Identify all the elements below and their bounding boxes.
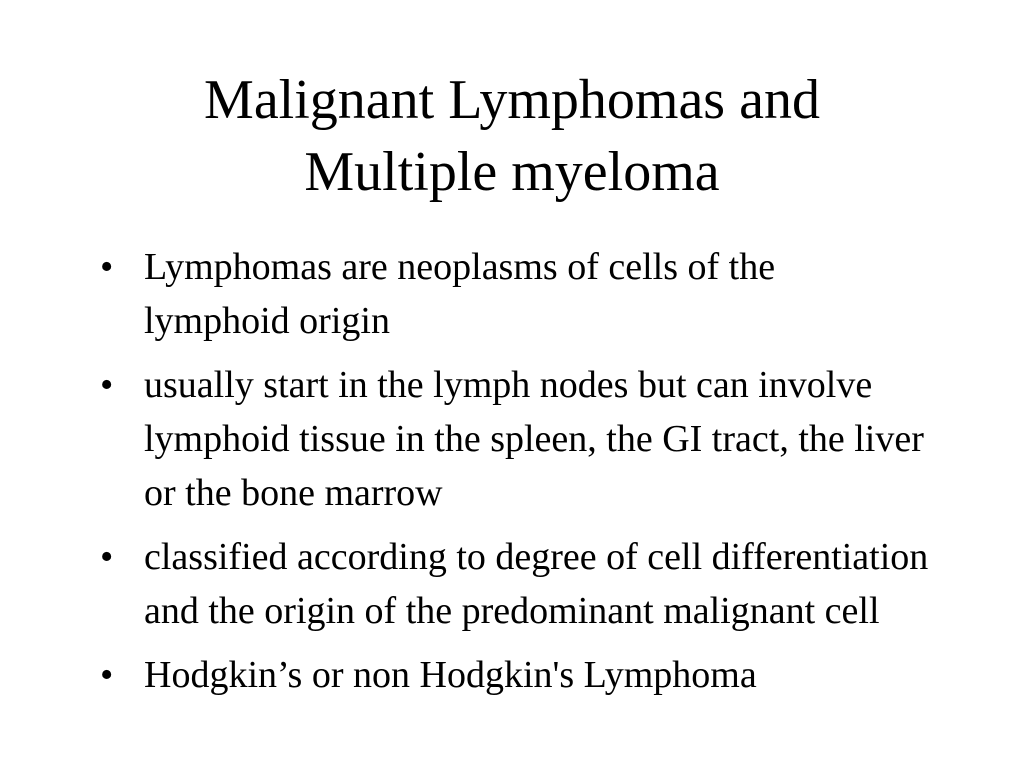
bullet-icon: • [100,536,114,578]
bullet-item [100,530,930,638]
bullet-text: classified according to degree of cell differentiation and the origin of the predominant malignant cell [144,536,929,632]
bullet-item [100,240,930,348]
bullet-icon: • [100,246,114,288]
slide-title-line: Malignant Lymphomas and [204,69,820,131]
bullet-icon: • [100,654,114,696]
bullet-text: Hodgkin’s or non Hodgkin's Lymphoma [144,654,757,696]
slide-title [0,64,1024,208]
slide-title-line: Multiple myeloma [304,141,720,203]
bullet-item [100,358,930,520]
bullet-item [100,648,930,702]
bullet-list [100,240,930,712]
bullet-icon: • [100,364,114,406]
bullet-text: usually start in the lymph nodes but can involve lymphoid tissue in the spleen, the GI tract, the liver or the bone marrow [144,364,924,514]
bullet-text: Lymphomas are neoplasms of cells of the lymphoid origin [144,246,776,342]
